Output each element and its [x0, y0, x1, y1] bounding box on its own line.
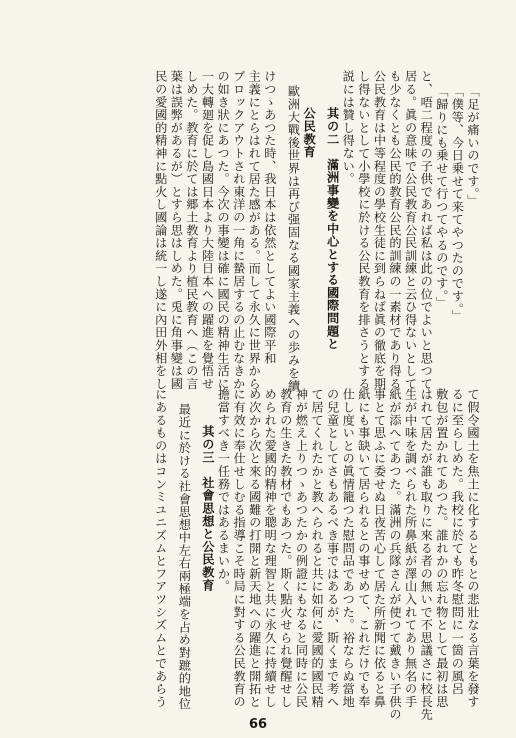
upper-text-line: し得ないとして小學校に於ける公民教育を排さうとする	[356, 70, 371, 390]
lower-text-line: 神が燃え上りつゝあつたかの例證にもなると同時に公民	[294, 388, 309, 708]
lower-text-line: にあるものはコンミユニズムとフアツシズムとであらう	[153, 388, 168, 708]
lower-text-line: はれて居たが誰も取りに來る者の無いで不思議さに校長先	[419, 388, 434, 721]
upper-text-line: 其の二 滿洲事變を中心とする國際問題と	[325, 106, 340, 350]
upper-text-line: 「足が痛いのです。」	[466, 84, 480, 207]
lower-text-line: の兒童としてさもあるべき事ではあるが、斯くまで考へ	[325, 388, 340, 708]
upper-text-line: 居る。眞の意味で公民教育公民訓練と云ひ得ないとして	[403, 70, 418, 390]
page-number: 66	[248, 717, 268, 732]
upper-text-line: 主義にとらはれて居た感がある。而して永久に世界から	[247, 70, 262, 390]
upper-text-line: けつゝあつた時、我日本は依然としてよい國際平和	[262, 70, 277, 365]
upper-text-line: 歐洲大戰後世界は再び强固なる國家主義への歩みを續	[286, 84, 301, 392]
lower-text-line: 教育の生きた教材でもあつた。斯く點火せられ覺醒せし	[278, 388, 293, 708]
upper-text-line: 説には贊し得ない。	[341, 70, 356, 186]
lower-text-line: るに至らしめた。我校に於ても昨冬慰問に一箇の風呂	[450, 388, 465, 696]
lower-text-line: 其の三 社會思想と公民教育	[200, 424, 215, 591]
upper-text-line: も少なくとも公民的教育公民的訓練の一素材であり得る	[388, 70, 403, 390]
lower-text-block	[152, 388, 480, 721]
lower-text-line: 擔當すべき一任務ではあるまいか。	[216, 388, 231, 593]
upper-text-line: しめた。教育に於ては郷土教育より植民教育へ（この言	[184, 70, 199, 390]
lower-text-line: 事とて思ふに委せぬ日夜苦心して居た所新聞に依ると鼻	[372, 388, 387, 708]
lower-text-line: 仕し度いとの眞情籠つた慰問品であつた。裕ならぬ當地	[341, 388, 356, 708]
upper-text-line: ブロックアウトされ東洋の一角に蟄居するの止むなきか	[231, 70, 246, 390]
lower-text-line: め次から次と來る國難の打開と新天地への躍進と開拓と	[247, 388, 262, 708]
lower-text-line: 生が中味を調べられた所鼻紙が澤山入れてあり無名の手	[403, 388, 418, 708]
upper-text-line: 「僕等、今日乗せて来てやつたのです。」	[450, 84, 465, 322]
lower-text-line: められた愛國的精神を聰明な理智と共に永久に持續せし	[263, 388, 278, 708]
upper-text-line: の如き狀にあつた。今次の事變は確に國民の精神生活に	[216, 70, 231, 390]
upper-text-line: 葉は誤弊があるが）とすら思はしめた。兎に角事變は國	[169, 70, 184, 390]
lower-text-line: て居てくれたかと教へられると共に如何に愛國的國民精	[310, 388, 325, 708]
lower-text-line: て假令國土を焦土に化するともとの悲壯なる言葉を發す	[466, 388, 480, 708]
lower-text-line: 敷包が置かれてあつた。誰れかの忘れ物として最初は思	[434, 388, 449, 708]
lower-text-line: に有效に奉仕せしむる指導こそ時局に對する公民教育の	[232, 388, 247, 708]
upper-text-line: 一大轉廻を促し島國日本より大陸日本への躍進を覺悟せ	[200, 70, 215, 390]
lower-text-line: 最近に於ける社會思想中左右兩極端を占め對蹠的地位	[177, 402, 192, 710]
upper-text-line: 民の愛國的精神に點火し國論は統一し遂に內田外相をし	[153, 70, 168, 390]
lower-text-line: 紙が添へてあつた。滿洲の兵隊さんが使つて戴きい子供の	[388, 388, 403, 721]
lower-text-line: 紙にも事缺いて居られるとの事せめて、これだけでも奉	[356, 388, 371, 708]
upper-text-block	[152, 70, 480, 392]
upper-text-line: 「歸りにも乗せて行つてやるのです。」	[434, 84, 449, 309]
upper-text-line: 公民教育	[302, 106, 317, 158]
upper-text-line: と、唔二程度の子供であれば私は此の位でよいと思つて	[419, 70, 434, 390]
upper-text-line: 公民教育は中等程度の學校生徒に到らねば眞の徹底を期	[372, 70, 387, 390]
